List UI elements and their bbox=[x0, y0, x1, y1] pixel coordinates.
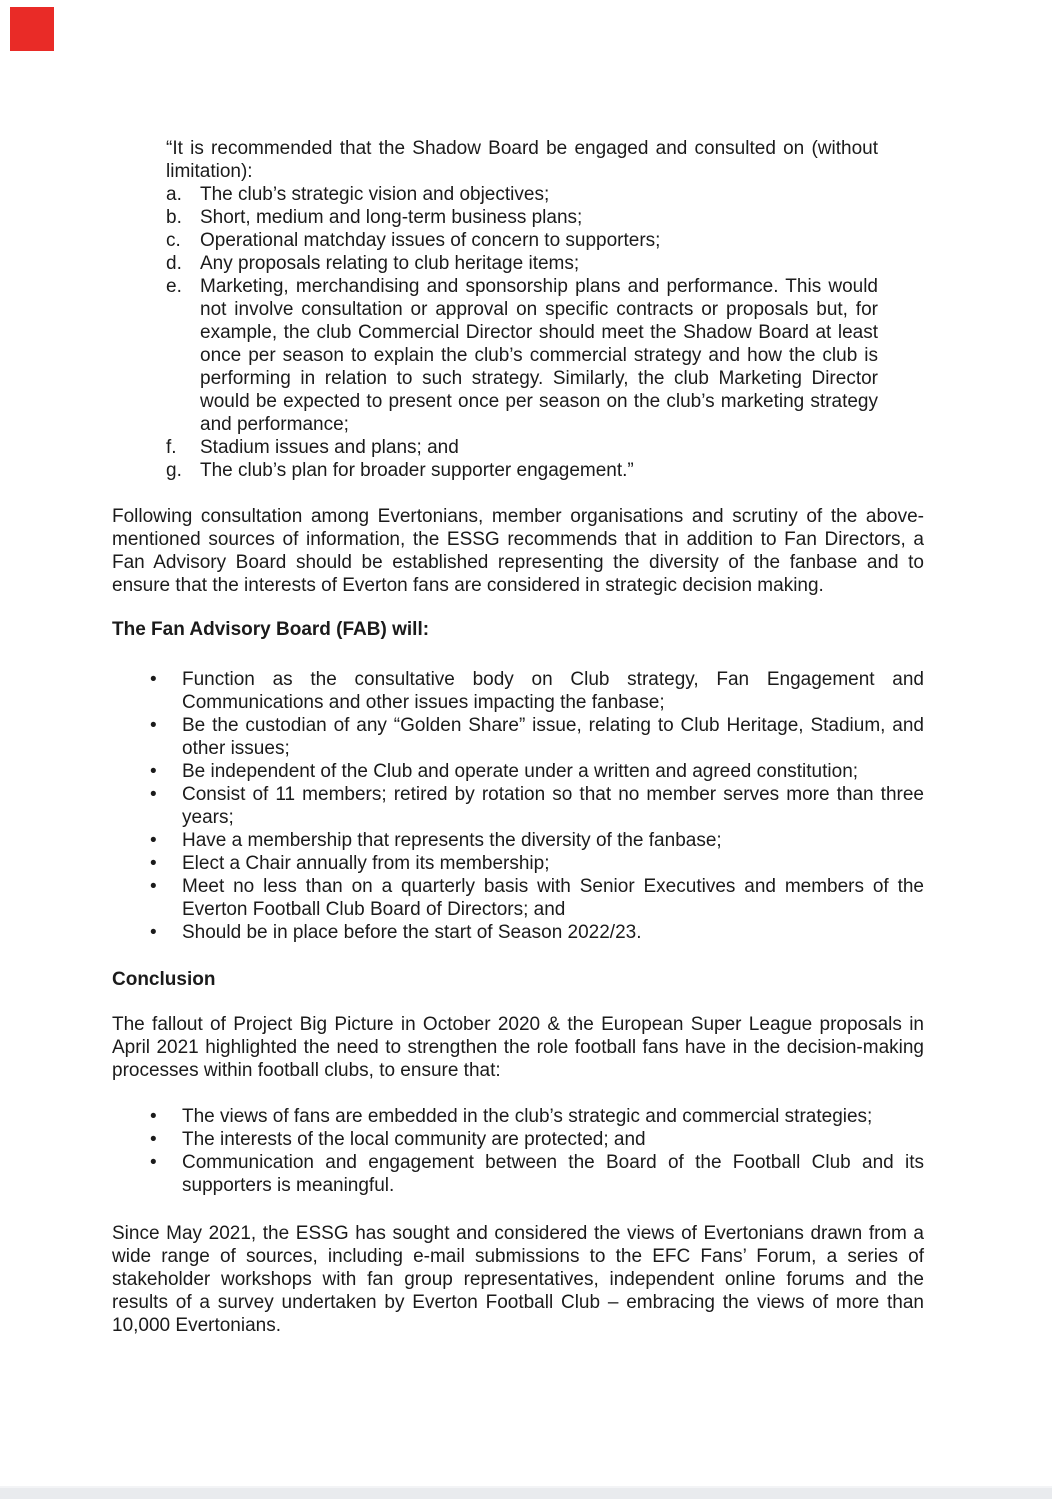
bullet-text: Elect a Chair annually from its membership; bbox=[182, 853, 550, 874]
bullet-text: Consist of 11 members; retired by rotation so that no member serves more than three years; bbox=[182, 784, 924, 828]
bullet-icon: • bbox=[150, 1129, 157, 1150]
lettered-list-item bbox=[166, 252, 878, 275]
fab-bullet-list bbox=[112, 668, 924, 944]
lettered-list-item bbox=[166, 459, 878, 482]
bullet-item bbox=[112, 921, 924, 944]
fab-heading: The Fan Advisory Board (FAB) will: bbox=[112, 619, 430, 640]
bullet-item bbox=[112, 714, 924, 760]
list-letter: f. bbox=[166, 437, 177, 458]
bullet-text: Should be in place before the start of Season 2022/23. bbox=[182, 922, 642, 943]
bullet-text: Communication and engagement between the Board of the Football Club and its supporters is meaningful. bbox=[182, 1152, 924, 1196]
lettered-list-item bbox=[166, 206, 878, 229]
bullet-text: The interests of the local community are protected; and bbox=[182, 1129, 646, 1150]
conclusion-bullet-list bbox=[112, 1105, 924, 1197]
closing-paragraph: Since May 2021, the ESSG has sought and considered the views of Evertonians drawn from a wide range of sources, including e-mail submissions to the EFC Fans’ Forum, a series of stakeholder workshops with fan group representatives, independent online forums and the results of a survey undertaken by Everton Football Club – embracing the views of more than 10,000 Evertonians. bbox=[112, 1223, 924, 1336]
bullet-icon: • bbox=[150, 1152, 157, 1173]
list-item-text: Short, medium and long-term business plans; bbox=[200, 207, 583, 228]
bullet-item bbox=[112, 1105, 924, 1128]
bullet-text: Be the custodian of any “Golden Share” issue, relating to Club Heritage, Stadium, and other issues; bbox=[182, 715, 924, 759]
list-letter: e. bbox=[166, 276, 182, 297]
conclusion-paragraph: The fallout of Project Big Picture in October 2020 & the European Super League proposals in April 2021 highlighted the need to strengthen the role football fans have in the decision-making processes within football clubs, to ensure that: bbox=[112, 1014, 924, 1081]
bullet-text: Meet no less than on a quarterly basis with Senior Executives and members of the Everton Football Club Board of Directors; and bbox=[182, 876, 924, 920]
list-letter: d. bbox=[166, 253, 182, 274]
list-item-text: The club’s plan for broader supporter engagement.” bbox=[200, 460, 634, 481]
document-page bbox=[112, 137, 924, 1337]
list-item-text: Operational matchday issues of concern to supporters; bbox=[200, 230, 661, 251]
quote-block bbox=[166, 137, 878, 482]
bullet-icon: • bbox=[150, 669, 157, 690]
list-item-text: Any proposals relating to club heritage items; bbox=[200, 253, 580, 274]
bullet-item bbox=[112, 852, 924, 875]
list-letter: c. bbox=[166, 230, 181, 251]
bullet-text: The views of fans are embedded in the club’s strategic and commercial strategies; bbox=[182, 1106, 873, 1127]
red-marker-square bbox=[10, 7, 54, 51]
bullet-icon: • bbox=[150, 830, 157, 851]
bullet-icon: • bbox=[150, 922, 157, 943]
bottom-bar bbox=[0, 1486, 1052, 1499]
list-letter: b. bbox=[166, 207, 182, 228]
list-letter: g. bbox=[166, 460, 182, 481]
bullet-text: Function as the consultative body on Club strategy, Fan Engagement and Communications and other issues impacting the fanbase; bbox=[182, 669, 924, 713]
bullet-text: Be independent of the Club and operate under a written and agreed constitution; bbox=[182, 761, 859, 782]
bullet-icon: • bbox=[150, 876, 157, 897]
bullet-item bbox=[112, 829, 924, 852]
bullet-icon: • bbox=[150, 784, 157, 805]
list-letter: a. bbox=[166, 184, 182, 205]
list-item-text: Marketing, merchandising and sponsorship plans and performance. This would not involve consultation or approval on specific contracts or proposals but, for example, the club Commercial Director should meet the Shadow Board at least once per season to explain the club’s commercial strategy and how the club is performing in relation to such strategy. Similarly, the club Marketing Director would be expected to present once per season on the club’s marketing strategy and performance; bbox=[200, 276, 878, 435]
bullet-item bbox=[112, 668, 924, 714]
conclusion-heading: Conclusion bbox=[112, 969, 216, 990]
quote-intro: “It is recommended that the Shadow Board be engaged and consulted on (without limitation): bbox=[166, 138, 878, 182]
bullet-icon: • bbox=[150, 1106, 157, 1127]
bullet-icon: • bbox=[150, 715, 157, 736]
list-item-text: The club’s strategic vision and objectives; bbox=[200, 184, 550, 205]
bullet-item bbox=[112, 783, 924, 829]
list-item-text: Stadium issues and plans; and bbox=[200, 437, 459, 458]
bullet-icon: • bbox=[150, 761, 157, 782]
paragraph-following-consultation: Following consultation among Evertonians, member organisations and scrutiny of the above-mentioned sources of information, the ESSG recommends that in addition to Fan Directors, a Fan Advisory Board should be established representing the diversity of the fanbase and to ensure that the interests of Everton fans are considered in strategic decision making. bbox=[112, 506, 924, 596]
lettered-list-item bbox=[166, 275, 878, 436]
bullet-item bbox=[112, 1128, 924, 1151]
bullet-item bbox=[112, 875, 924, 921]
bullet-item bbox=[112, 1151, 924, 1197]
lettered-list bbox=[166, 183, 878, 482]
bullet-item bbox=[112, 760, 924, 783]
lettered-list-item bbox=[166, 183, 878, 206]
bullet-icon: • bbox=[150, 853, 157, 874]
lettered-list-item bbox=[166, 436, 878, 459]
bullet-text: Have a membership that represents the diversity of the fanbase; bbox=[182, 830, 722, 851]
lettered-list-item bbox=[166, 229, 878, 252]
